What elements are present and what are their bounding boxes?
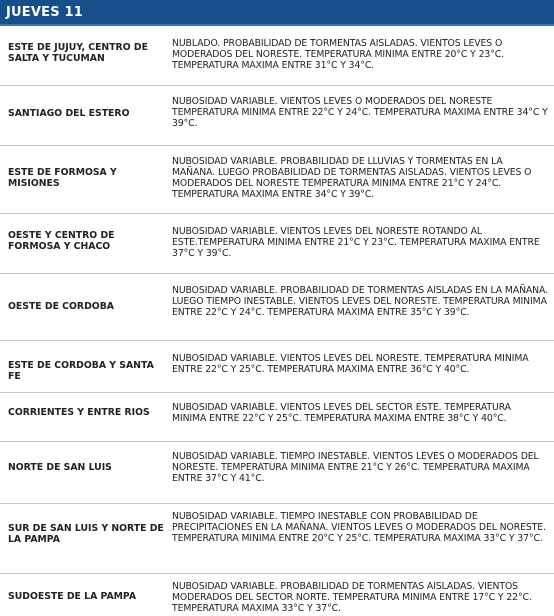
forecast-row bbox=[0, 146, 554, 214]
day-title: JUEVES 11 bbox=[6, 5, 83, 20]
region-label: SANTIAGO DEL ESTERO bbox=[8, 108, 130, 119]
region-label: OESTE Y CENTRO DE FORMOSA Y CHACO bbox=[8, 230, 115, 252]
forecast-text: NUBOSIDAD VARIABLE. TIEMPO INESTABLE. VIENTOS LEVES O MODERADOS DEL NORESTE. TEMPERATURA MINIMA ENTRE 21°C Y 26°C. TEMPERATURA MAXIMA ENTRE 37°C Y 41°C. bbox=[172, 451, 539, 484]
region-label: SUR DE SAN LUIS Y NORTE DE LA PAMPA bbox=[8, 523, 164, 545]
region-label: ESTE DE FORMOSA Y MISIONES bbox=[8, 167, 117, 189]
forecast-row bbox=[0, 574, 554, 616]
forecast-row bbox=[0, 442, 554, 504]
forecast-row bbox=[0, 341, 554, 393]
forecast-text: NUBOSIDAD VARIABLE. PROBABILIDAD DE LLUVIAS Y TORMENTAS EN LA MAÑANA. LUEGO PROBABILIDAD DE TORMENTAS AISLADAS. VIENTOS LEVES O MODERADOS DEL NORESTE TEMPERATURA MINIMA ENTRE 21°C Y 24°C. TEMPERATURA MAXIMA ENTRE 34°C Y 39°C. bbox=[172, 156, 532, 200]
region-label: SUDOESTE DE LA PAMPA bbox=[8, 591, 137, 602]
day-header bbox=[0, 0, 554, 26]
forecast-text: NUBLADO. PROBABILIDAD DE TORMENTAS AISLADAS. VIENTOS LEVES O MODERADOS DEL NORESTE. TEMPERATURA MINIMA ENTRE 20°C Y 23°C. TEMPERATURA MAXIMA ENTRE 31°C Y 34°C. bbox=[172, 38, 505, 71]
forecast-text: NUBOSIDAD VARIABLE. VIENTOS LEVES DEL SECTOR ESTE. TEMPERATURA MINIMA ENTRE 22°C Y 25°C. TEMPERATURA MAXIMA ENTRE 38°C Y 40°C. bbox=[172, 402, 511, 424]
forecast-text: NUBOSIDAD VARIABLE. VIENTOS LEVES DEL NORESTE. TEMPERATURA MINIMA ENTRE 22°C Y 25°C. TEMPERATURA MAXIMA ENTRE 36°C Y 40°C. bbox=[172, 353, 529, 375]
forecast-text: NUBOSIDAD VARIABLE. VIENTOS LEVES DEL NORESTE ROTANDO AL ESTE.TEMPERATURA MINIMA ENTRE 21°C Y 23°C. TEMPERATURA MAXIMA ENTRE 37°C Y 39°C. bbox=[172, 226, 540, 259]
forecast-text: NUBOSIDAD VARIABLE. VIENTOS LEVES O MODERADOS DEL NORESTE TEMPERATURA MINIMA ENTRE 22°C Y 24°C. TEMPERATURA MAXIMA ENTRE 34°C Y 39°C. bbox=[172, 96, 548, 129]
forecast-row bbox=[0, 86, 554, 146]
forecast-row bbox=[0, 393, 554, 442]
region-label: ESTE DE CORDOBA Y SANTA FE bbox=[8, 360, 154, 382]
forecast-row bbox=[0, 214, 554, 274]
region-label: OESTE DE CORDOBA bbox=[8, 301, 114, 312]
forecast-row bbox=[0, 274, 554, 341]
region-label: ESTE DE JUJUY, CENTRO DE SALTA Y TUCUMAN bbox=[8, 42, 148, 64]
region-label: CORRIENTES Y ENTRE RIOS bbox=[8, 407, 150, 418]
forecast-text: NUBOSIDAD VARIABLE. PROBABILIDAD DE TORMENTAS AISLADAS EN LA MAÑANA. LUEGO TIEMPO INESTABLE. VIENTOS LEVES DEL NORESTE. TEMPERATURA MINIMA ENTRE 22°C Y 24°C. TEMPERATURA MAXIMA ENTRE 35°C Y 39°C. bbox=[172, 285, 548, 318]
forecast-text: NUBOSIDAD VARIABLE. PROBABILIDAD DE TORMENTAS AISLADAS. VIENTOS MODERADOS DEL SECTOR NORTE. TEMPERATURA MINIMA ENTRE 17°C Y 22°C. TEMPERATURA MAXIMA 33°C Y 37°C. bbox=[172, 581, 532, 614]
forecast-text: NUBOSIDAD VARIABLE. TIEMPO INESTABLE CON PROBABILIDAD DE PRECIPITACIONES EN LA MAÑANA. VIENTOS LEVES O MODERADOS DEL NORESTE. TEMPERATURA MINIMA ENTRE 20°C Y 25°C. TEMPERATURA MAXIMA 33°C Y 37°C. bbox=[172, 511, 546, 544]
forecast-row bbox=[0, 26, 554, 86]
forecast-row bbox=[0, 504, 554, 574]
region-label: NORTE DE SAN LUIS bbox=[8, 462, 112, 473]
